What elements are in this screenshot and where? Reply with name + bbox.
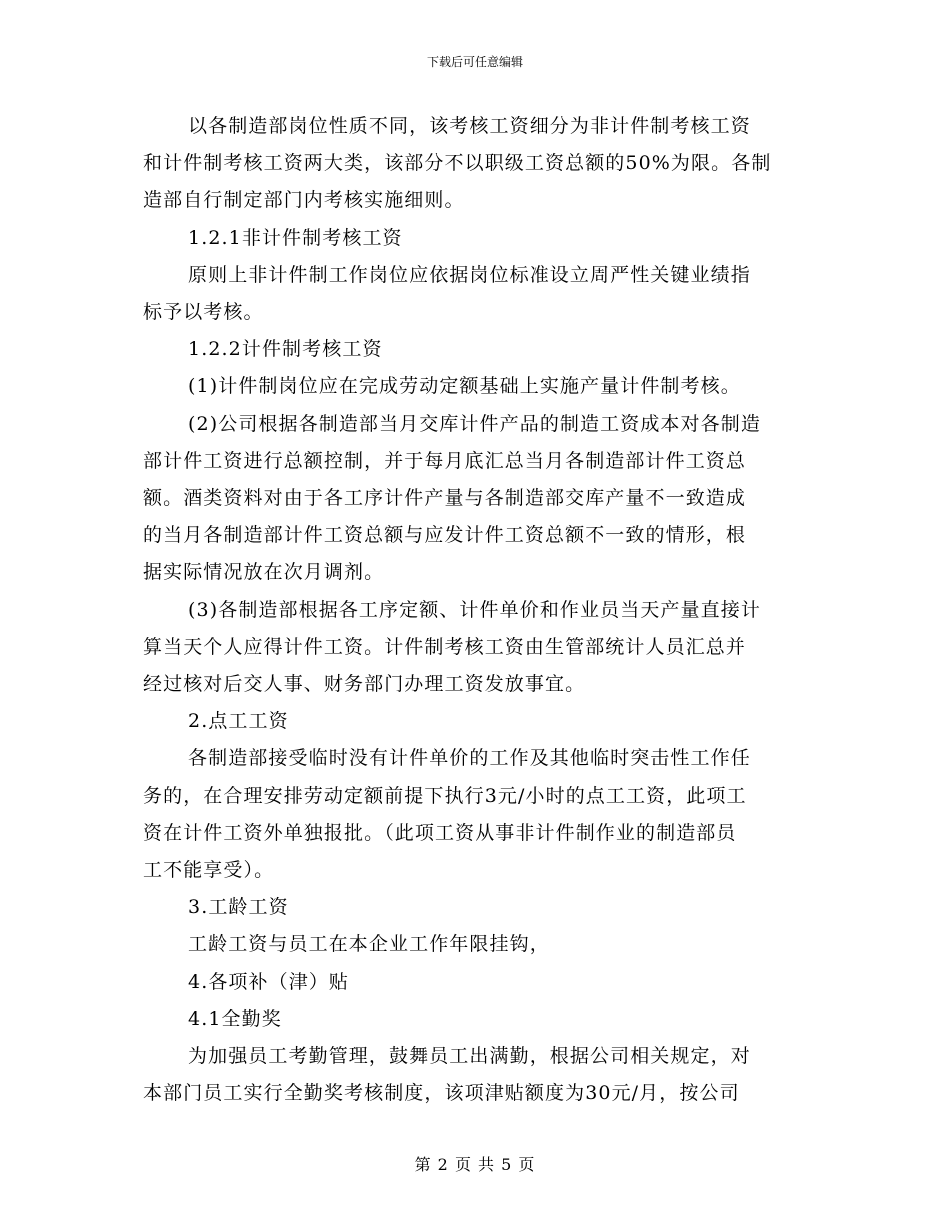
text-line: 务的，在合理安排劳动定额前提下执行3元/小时的点工工资，此项工 bbox=[143, 784, 747, 807]
text-line: 4.1全勤奖 bbox=[188, 1007, 282, 1030]
text-line: 各制造部接受临时没有计件单价的工作及其他临时突击性工作任 bbox=[188, 747, 751, 770]
text-line: (1)计件制岗位应在完成劳动定额基础上实施产量计件制考核。 bbox=[188, 375, 741, 398]
text-line: 额。酒类资料对由于各工序计件产量与各制造部交库产量不一致造成 bbox=[143, 487, 747, 510]
text-line: 部计件工资进行总额控制，并于每月底汇总当月各制造部计件工资总 bbox=[143, 449, 747, 472]
text-line: 标予以考核。 bbox=[143, 301, 264, 324]
text-line: 1.2.2计件制考核工资 bbox=[188, 338, 383, 361]
page-footer: 第 2 页 共 5 页 bbox=[414, 1155, 536, 1174]
text-line: 为加强员工考勤管理，鼓舞员工出满勤，根据公司相关规定，对 bbox=[188, 1045, 751, 1068]
text-line: (3)各制造部根据各工序定额、计件单价和作业员当天产量直接计 bbox=[188, 598, 761, 621]
text-line: 原则上非计件制工作岗位应依据岗位标准设立周严性关键业绩指 bbox=[188, 263, 751, 286]
text-line: 以各制造部岗位性质不同，该考核工资细分为非计件制考核工资 bbox=[188, 115, 751, 137]
text-line: 本部门员工实行全勤奖考核制度，该项津贴额度为30元/月，按公司 bbox=[143, 1082, 740, 1105]
text-line: 4.各项补（津）贴 bbox=[188, 970, 350, 993]
text-line: 2.点工工资 bbox=[188, 710, 289, 733]
text-line: 的当月各制造部计件工资总额与应发计件工资总额不一致的情形，根 bbox=[143, 524, 747, 547]
document-body bbox=[143, 108, 808, 1112]
text-line: 和计件制考核工资两大类，该部分不以职级工资总额的50%为限。各制 bbox=[143, 152, 772, 175]
text-line: 1.2.1非计件制考核工资 bbox=[188, 226, 403, 249]
text-line: 据实际情况放在次月调剂。 bbox=[143, 561, 385, 584]
text-line: 经过核对后交人事、财务部门办理工资发放事宜。 bbox=[143, 673, 586, 696]
text-line: 算当天个人应得计件工资。计件制考核工资由生管部统计人员汇总并 bbox=[143, 635, 747, 658]
text-line: 造部自行制定部门内考核实施细则。 bbox=[143, 189, 465, 212]
text-line: 资在计件工资外单独报批。（此项工资从事非计件制作业的制造部员 bbox=[143, 821, 737, 844]
text-line: 工不能享受）。 bbox=[143, 859, 275, 882]
text-line: (2)公司根据各制造部当月交库计件产品的制造工资成本对各制造 bbox=[188, 412, 761, 435]
page-header: 下载后可任意编辑 bbox=[426, 55, 523, 69]
text-line: 工龄工资与员工在本企业工作年限挂钩， bbox=[188, 933, 550, 956]
text-line: 3.工龄工资 bbox=[188, 896, 289, 919]
